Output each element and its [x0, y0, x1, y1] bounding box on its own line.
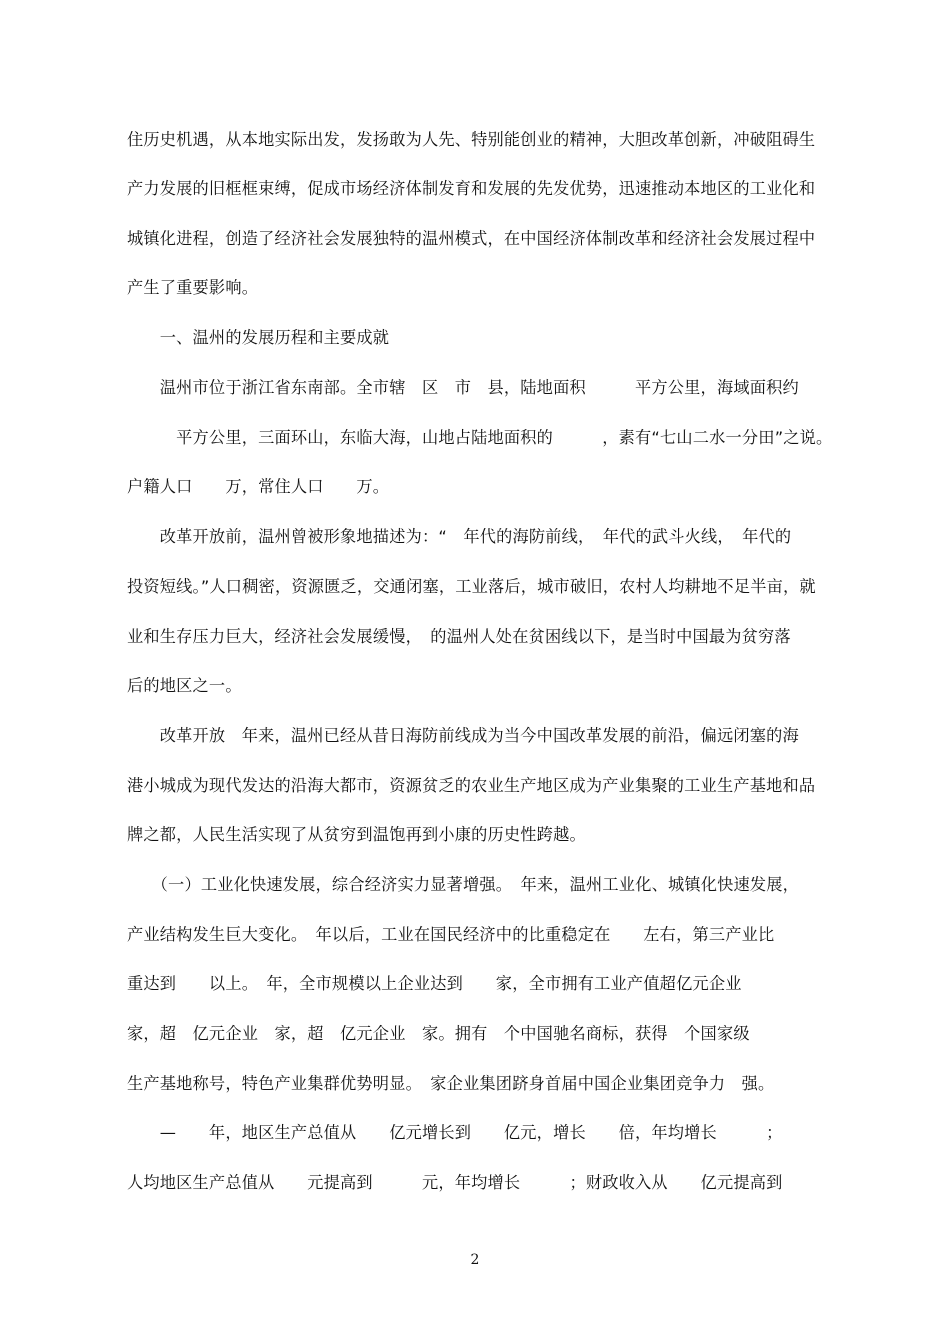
- text-line: 户籍人口 万，常住人口 万。: [127, 477, 390, 496]
- text-line: 产生了重要影响。: [127, 278, 259, 297]
- text-line: 人均地区生产总值从 元提高到 元，年均增长 ；财政收入从 亿元提高到: [127, 1173, 783, 1192]
- text-line: 城镇化进程，创造了经济社会发展独特的温州模式，在中国经济体制改革和经济社会发展过程中: [127, 229, 816, 248]
- text-line: 业和生存压力巨大，经济社会发展缓慢， 的温州人处在贫困线以下，是当时中国最为贫穷落: [127, 627, 791, 646]
- text-line: 牌之都，人民生活实现了从贫穷到温饱再到小康的历史性跨越。: [127, 825, 586, 844]
- text-line: 住历史机遇，从本地实际出发，发扬敢为人先、特别能创业的精神，大胆改革创新，冲破阻碍生: [127, 130, 816, 149]
- text-line: 重达到 以上。 年，全市规模以上企业达到 家，全市拥有工业产值超亿元企业: [127, 974, 742, 993]
- text-line: 家，超 亿元企业 家，超 亿元企业 家。拥有 个中国驰名商标，获得 个国家级: [127, 1024, 750, 1043]
- text-line: 平方公里，三面环山，东临大海，山地占陆地面积的 ，素有“七山二水一分田”之说。: [127, 428, 833, 447]
- text-line: 产业结构发生巨大变化。 年以后，工业在国民经济中的比重稳定在 左右，第三产业比: [127, 925, 775, 944]
- text-line: 改革开放 年来，温州已经从昔日海防前线成为当今中国改革发展的前沿，偏远闭塞的海: [127, 726, 799, 745]
- text-line: 投资短线。”人口稠密，资源匮乏，交通闭塞，工业落后，城市破旧，农村人均耕地不足半亩，就: [127, 577, 816, 596]
- text-line: 产力发展的旧框框束缚，促成市场经济体制发育和发展的先发优势，迅速推动本地区的工业化和: [127, 179, 816, 198]
- text-line: 后的地区之一。: [127, 676, 242, 695]
- section-heading: 一、温州的发展历程和主要成就: [127, 328, 390, 347]
- text-line: 港小城成为现代发达的沿海大都市，资源贫乏的农业生产地区成为产业集聚的工业生产基地和品: [127, 776, 816, 795]
- page-number: 2: [470, 1252, 480, 1268]
- subsection-line: （一）工业化快速发展，综合经济实力显著增强。 年来，温州工业化、城镇化快速发展，: [127, 875, 800, 894]
- text-line: — 年，地区生产总值从 亿元增长到 亿元，增长 倍，年均增长 ；: [127, 1123, 783, 1142]
- text-line: 生产基地称号，特色产业集群优势明显。 家企业集团跻身首届中国企业集团竞争力 强。: [127, 1074, 775, 1093]
- text-line: 温州市位于浙江省东南部。全市辖 区 市 县，陆地面积 平方公里，海域面积约: [127, 378, 799, 397]
- text-line: 改革开放前，温州曾被形象地描述为：“ 年代的海防前线， 年代的武斗火线， 年代的: [127, 527, 792, 546]
